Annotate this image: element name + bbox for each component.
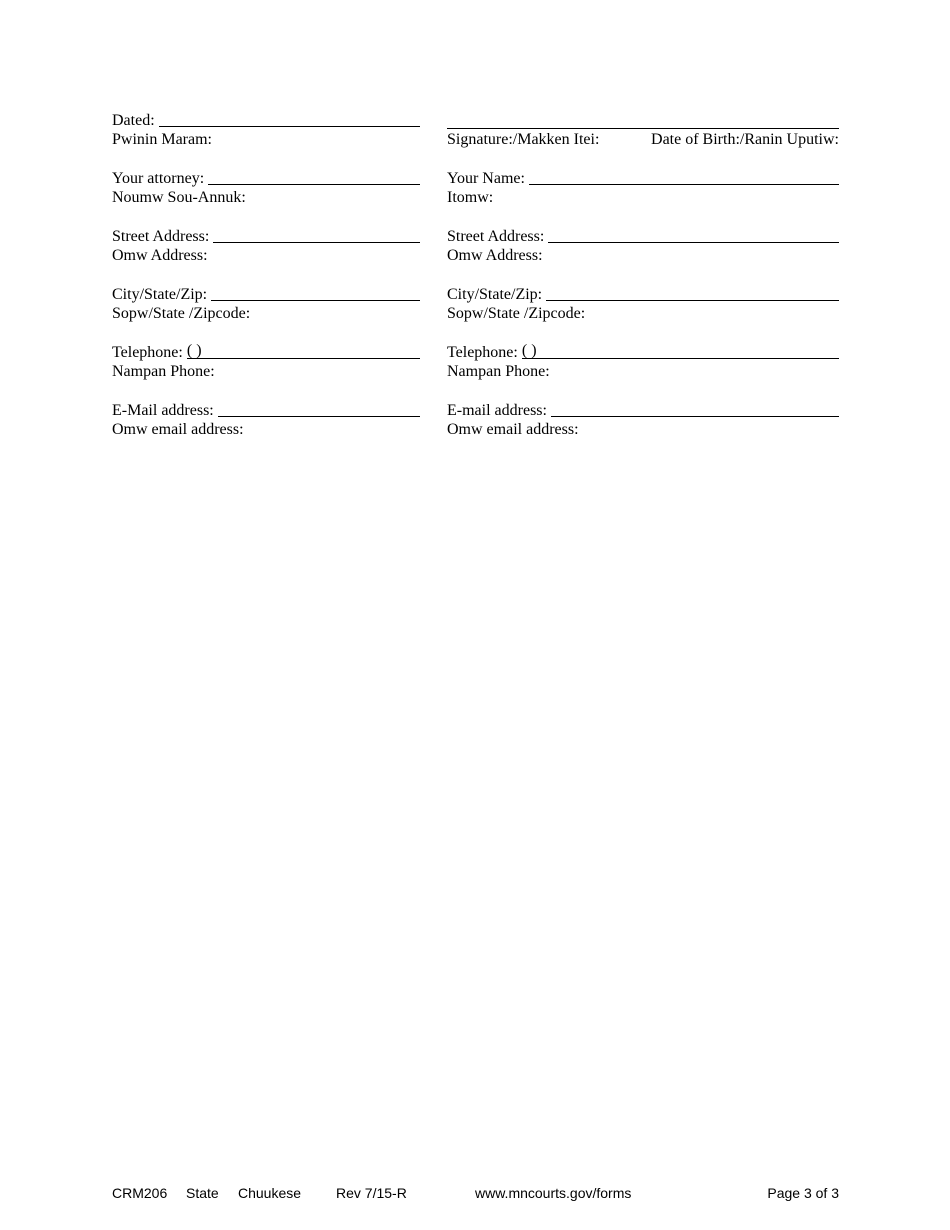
left-telephone-area-code: ( ) [186,342,202,359]
left-column [112,110,420,458]
right-street-sub-label: Omw Address: [447,247,543,264]
right-city-sub-label: Sopw/State /Zipcode: [447,305,586,322]
footer-form-code: CRM206 [112,1185,168,1201]
left-street-input-line[interactable] [213,226,420,243]
left-email-label: E-Mail address: [112,402,214,419]
left-street-label: Street Address: [112,228,210,245]
signature-label: Signature:/Makken Itei: [447,131,600,148]
footer-state: State [186,1185,219,1201]
right-telephone-label: Telephone: [447,344,518,361]
left-email-field [112,400,420,458]
footer-language: Chuukese [238,1185,302,1201]
right-email-label: E-mail address: [447,402,547,419]
right-city-label: City/State/Zip: [447,286,543,303]
right-street-input-line[interactable] [548,226,839,243]
left-telephone-input-line[interactable] [187,342,420,359]
right-column [447,110,839,458]
signature-field [447,110,839,168]
attorney-sub-label: Noumw Sou-Annuk: [112,189,246,206]
signature-input-line[interactable] [447,110,839,129]
right-telephone-sub-label: Nampan Phone: [447,363,550,380]
dated-field [112,110,420,168]
left-street-sub-label: Omw Address: [112,247,208,264]
right-street-label: Street Address: [447,228,545,245]
date-of-birth-label: Date of Birth:/Ranin Uputiw: [651,131,839,148]
attorney-field [112,168,420,226]
right-telephone-input-line[interactable] [522,342,839,359]
name-label: Your Name: [447,170,525,187]
footer-revision: Rev 7/15-R [336,1185,407,1201]
right-email-field [447,400,839,458]
right-email-input-line[interactable] [551,400,839,417]
left-city-sub-label: Sopw/State /Zipcode: [112,305,251,322]
dated-sub-label: Pwinin Maram: [112,131,212,148]
footer-url: www.mncourts.gov/forms [475,1185,632,1201]
left-city-input-line[interactable] [211,284,420,301]
name-input-line[interactable] [529,168,839,185]
right-city-input-line[interactable] [546,284,839,301]
attorney-label: Your attorney: [112,170,205,187]
right-street-field [447,226,839,284]
right-telephone-area-code: ( ) [521,342,537,359]
left-telephone-label: Telephone: [112,344,183,361]
left-telephone-sub-label: Nampan Phone: [112,363,215,380]
name-field [447,168,839,226]
left-telephone-field [112,342,420,400]
attorney-input-line[interactable] [208,168,420,185]
right-email-sub-label: Omw email address: [447,421,579,438]
footer-page-number: Page 3 of 3 [767,1185,839,1201]
left-street-field [112,226,420,284]
right-telephone-field [447,342,839,400]
left-city-field [112,284,420,342]
name-sub-label: Itomw: [447,189,494,206]
dated-input-line[interactable] [159,110,420,127]
left-email-sub-label: Omw email address: [112,421,244,438]
left-city-label: City/State/Zip: [112,286,208,303]
left-email-input-line[interactable] [218,400,420,417]
dated-label: Dated: [112,112,155,129]
right-city-field [447,284,839,342]
